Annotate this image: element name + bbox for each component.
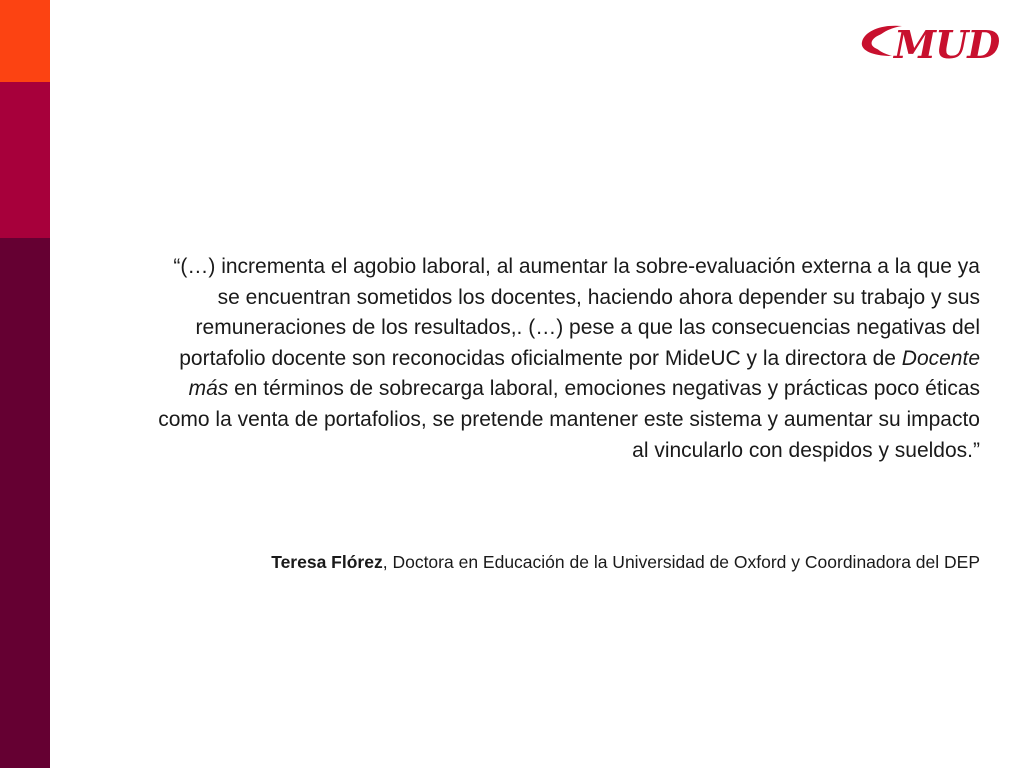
quote-emphasis: Docente más — [188, 346, 980, 401]
side-band-orange — [0, 0, 50, 82]
quote-part-2: en términos de sobrecarga laboral, emociones negativas y prácticas poco éticas como la venta de portafolios, se pretende mantener este sistema y aumentar su impacto al vincularlo con despidos y sueldos.” — [158, 377, 980, 462]
side-band-maroon — [0, 238, 50, 768]
author-name: Teresa Flórez — [271, 552, 383, 572]
mud-logo-icon — [858, 18, 1004, 68]
side-color-bar — [0, 0, 50, 768]
quote-attribution — [150, 549, 980, 575]
quote-part-1: “(…) incrementa el agobio laboral, al aumentar la sobre-evaluación externa a la que ya se encuentran sometidos los docentes, haciendo ahora depender su trabajo y sus remuneraciones de los resultados,. (…) pese a que las consecuencias negativas del portafolio docente son reconocidas oficialmente por MideUC y la directora de — [173, 255, 980, 370]
logo-text: MUD — [894, 22, 1000, 67]
quote-text — [150, 252, 980, 466]
author-description: , Doctora en Educación de la Universidad de Oxford y Coordinadora del DEP — [382, 552, 980, 572]
side-band-crimson — [0, 82, 50, 238]
